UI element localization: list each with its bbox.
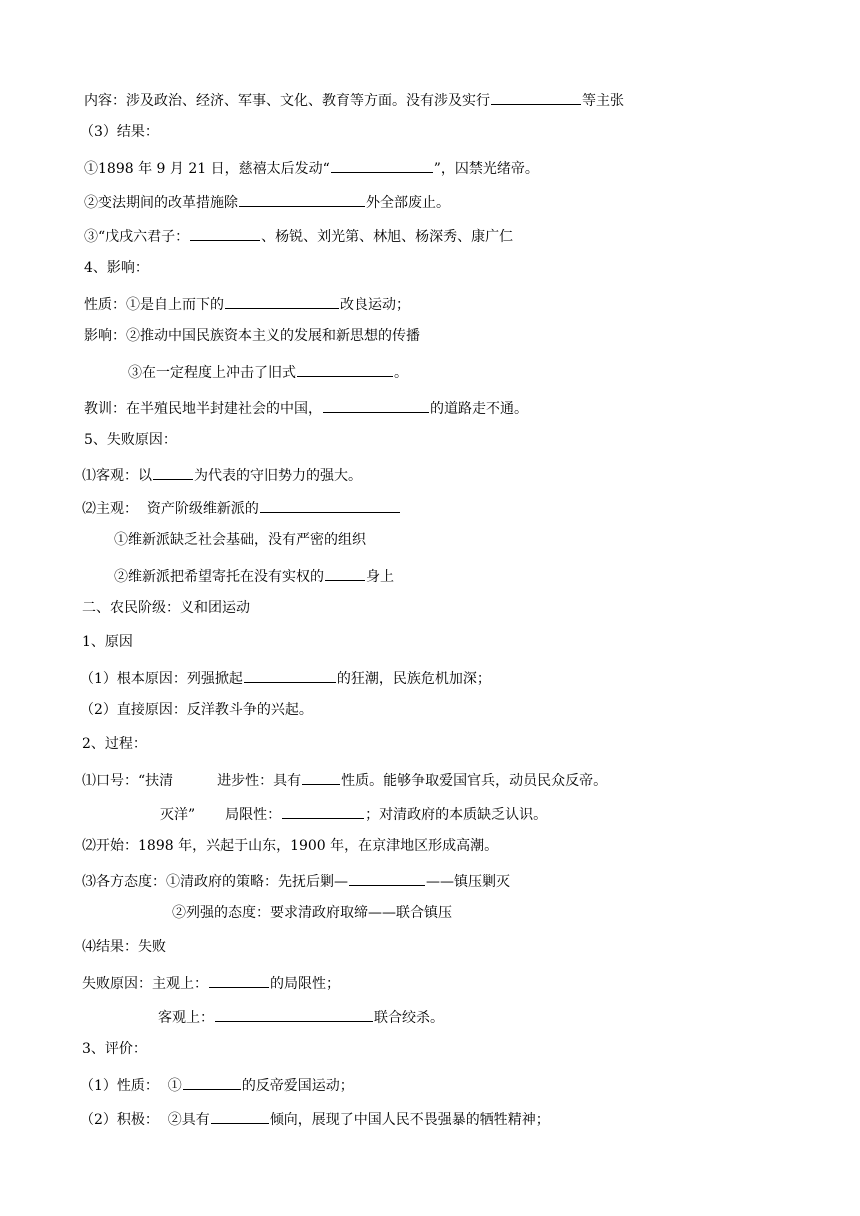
text-line: （1）性质： ① 的反帝爱国运动；	[80, 1073, 354, 1093]
text-line: ①1898 年 9 月 21 日，慈禧太后发动“ ”，囚禁光绪帝。	[84, 156, 539, 176]
text-line: ⑵开始：1898 年，兴起于山东，1900 年，在京津地区形成高潮。	[82, 838, 499, 854]
text-line: ⑵主观： 资产阶级维新派的	[82, 496, 401, 516]
text-line: ②变法期间的改革措施除 外全部废止。	[84, 190, 450, 210]
fill-blank	[323, 396, 429, 413]
text-line: ⑴口号：“扶清 进步性：具有 性质。能够争取爱国官兵，动员民众反帝。	[82, 768, 607, 788]
fill-blank	[349, 869, 425, 886]
text-line: 3、评价：	[82, 1041, 147, 1057]
text-line: ①维新派缺乏社会基础，没有严密的组织	[114, 532, 366, 548]
fill-blank	[331, 156, 433, 173]
fill-blank	[239, 190, 365, 207]
text-line: 二、农民阶级：义和团运动	[82, 600, 250, 616]
text-line: 5、失败原因：	[84, 432, 177, 448]
text-line: 客观上： 联合绞杀。	[158, 1005, 444, 1025]
text-line: 2、过程：	[82, 736, 147, 752]
fill-blank	[302, 768, 340, 785]
fill-blank	[491, 88, 581, 105]
text-line: （3）结果：	[80, 124, 159, 140]
text-line: 性质：①是自上而下的 改良运动；	[84, 292, 410, 312]
text-line: （2）积极： ②具有 倾向，展现了中国人民不畏强暴的牺牲精神；	[80, 1107, 550, 1127]
fill-blank	[215, 1005, 373, 1022]
fill-blank	[325, 564, 365, 581]
fill-blank	[183, 1073, 241, 1090]
text-line: 1、原因	[82, 634, 133, 650]
text-line: ③“戊戌六君子： 、杨锐、刘光第、林旭、杨深秀、康广仁	[84, 224, 513, 244]
text-line: ③在一定程度上冲击了旧式 。	[128, 360, 408, 380]
fill-blank	[211, 1107, 269, 1124]
fill-blank	[282, 802, 364, 819]
fill-blank	[209, 971, 269, 988]
text-line: ⑶各方态度：①清政府的策略：先抚后剿— ——镇压剿灭	[82, 869, 510, 889]
fill-blank	[225, 292, 339, 309]
fill-blank	[153, 463, 193, 480]
text-line: 内容：涉及政治、经济、军事、文化、教育等方面。没有涉及实行 等主张	[84, 88, 624, 108]
fill-blank	[190, 224, 260, 241]
fill-blank	[297, 360, 393, 377]
text-line: ②维新派把希望寄托在没有实权的 身上	[114, 564, 394, 584]
text-line: 失败原因：主观上： 的局限性；	[82, 971, 340, 991]
text-line: 4、影响：	[84, 260, 149, 276]
text-line: 影响：②推动中国民族资本主义的发展和新思想的传播	[84, 328, 420, 344]
text-line: 教训：在半殖民地半封建社会的中国， 的道路走不通。	[84, 396, 528, 416]
text-line: ⑷结果：失败	[82, 939, 166, 955]
text-line: 灭洋” 局限性： ；对清政府的本质缺乏认识。	[160, 802, 547, 822]
fill-blank	[244, 666, 336, 683]
text-line: ②列强的态度：要求清政府取缔——联合镇压	[172, 905, 452, 921]
text-line: ⑴客观：以 为代表的守旧势力的强大。	[82, 463, 362, 483]
text-line: （2）直接原因：反洋教斗争的兴起。	[80, 702, 313, 718]
fill-blank	[260, 496, 400, 513]
text-line: （1）根本原因：列强掀起 的狂潮，民族危机加深；	[80, 666, 491, 686]
